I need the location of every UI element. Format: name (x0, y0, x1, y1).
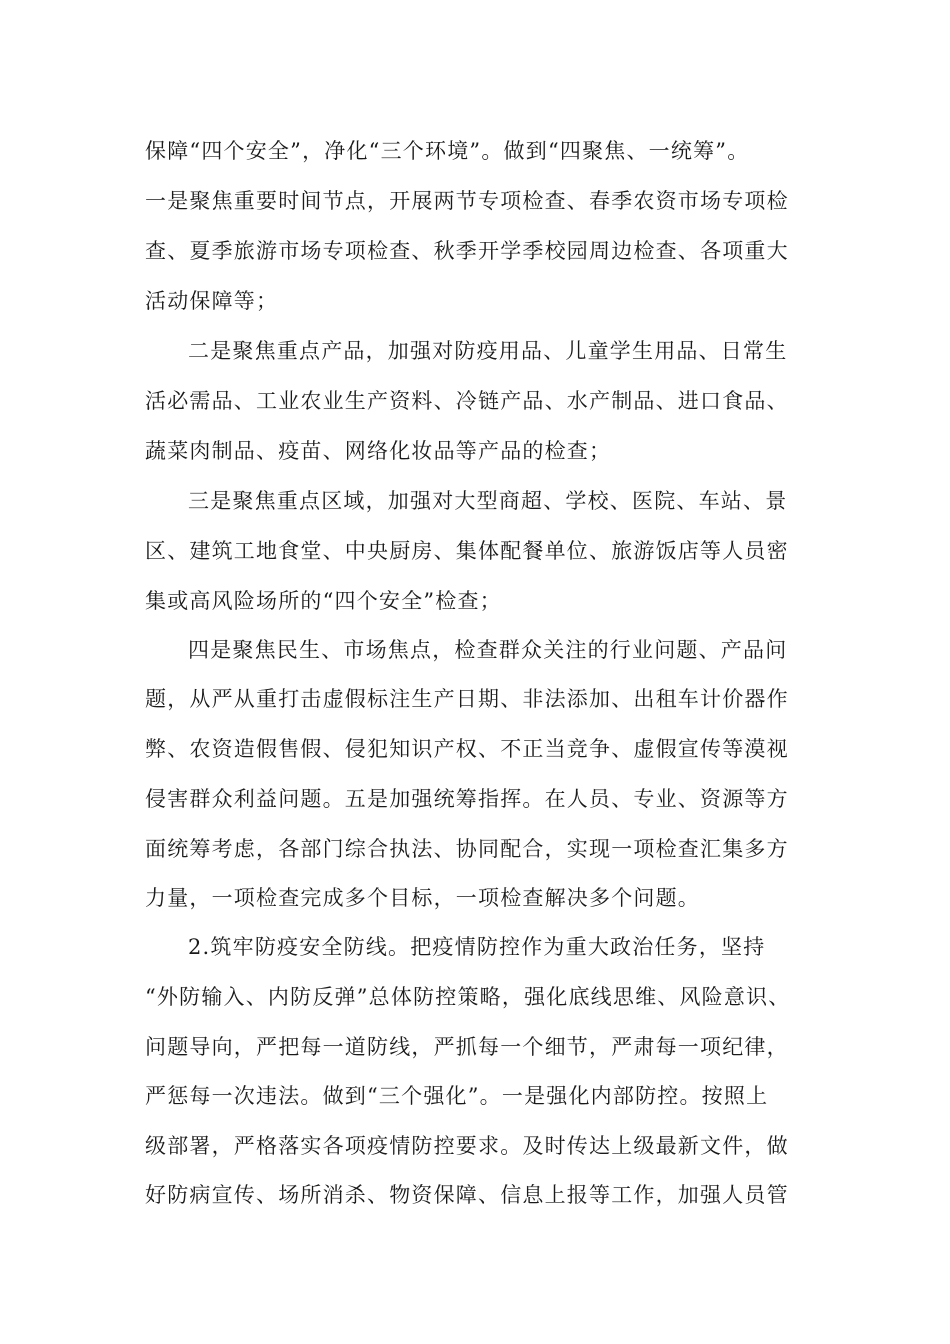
text-line: 2.筑牢防疫安全防线。把疫情防控作为重大政治任务，坚持 (188, 935, 766, 959)
text-line: “外防输入、内防反弹”总体防控策略，强化底线思维、风险意识、 (145, 985, 791, 1009)
text-line: 侵害群众利益问题。五是加强统筹指挥。在人员、专业、资源等方 (145, 787, 789, 811)
text-line: 四是聚焦民生、市场焦点，检查群众关注的行业问题、产品问 (188, 638, 788, 662)
text-line: 力量，一项检查完成多个目标，一项检查解决多个问题。 (145, 886, 700, 910)
text-line: 面统筹考虑，各部门综合执法、协同配合，实现一项检查汇集多方 (145, 837, 789, 861)
text-line: 严惩每一次违法。做到“三个强化”。一是强化内部防控。按照上 (145, 1084, 769, 1108)
text-line: 保障“四个安全”，净化“三个环境”。做到“四聚焦、一统筹”。 (145, 139, 750, 163)
text-line: 活动保障等； (145, 289, 279, 313)
text-line: 二是聚焦重点产品，加强对防疫用品、儿童学生用品、日常生 (188, 339, 788, 363)
text-line: 好防病宣传、场所消杀、物资保障、信息上报等工作，加强人员管 (145, 1183, 789, 1207)
text-line: 题，从严从重打击虚假标注生产日期、非法添加、出租车计价器作 (145, 687, 789, 711)
text-line: 区、建筑工地食堂、中央厨房、集体配餐单位、旅游饭店等人员密 (145, 539, 789, 563)
text-line: 弊、农资造假售假、侵犯知识产权、不正当竞争、虚假宣传等漠视 (145, 737, 789, 761)
text-line: 问题导向，严把每一道防线，严抓每一个细节，严肃每一项纪律， (145, 1035, 789, 1059)
text-line: 查、夏季旅游市场专项检查、秋季开学季校园周边检查、各项重大 (145, 239, 789, 263)
text-line: 一是聚焦重要时间节点，开展两节专项检查、春季农资市场专项检 (145, 189, 789, 213)
text-line: 级部署，严格落实各项疫情防控要求。及时传达上级最新文件，做 (145, 1134, 789, 1158)
text-line: 集或高风险场所的“四个安全”检查； (145, 589, 502, 613)
text-line: 三是聚焦重点区域，加强对大型商超、学校、医院、车站、景 (188, 489, 788, 513)
text-line: 活必需品、工业农业生产资料、冷链产品、水产制品、进口食品、 (145, 389, 789, 413)
text-line: 蔬菜肉制品、疫苗、网络化妆品等产品的检查； (145, 439, 612, 463)
